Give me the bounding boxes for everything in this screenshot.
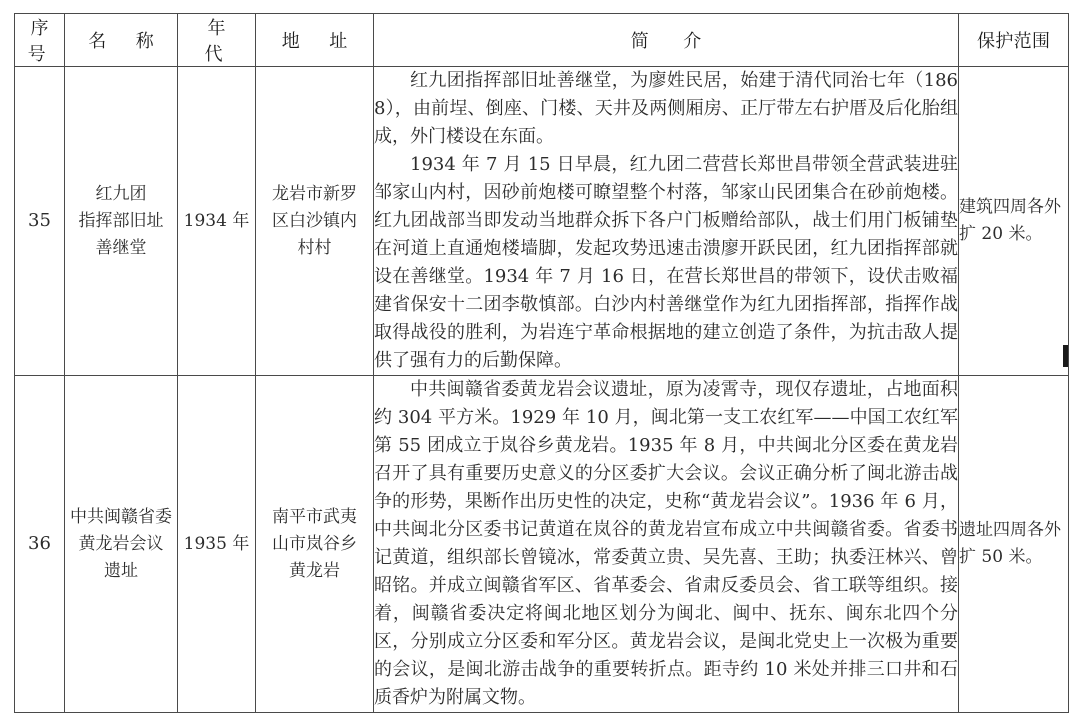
table-row — [15, 67, 1069, 376]
cell-description — [374, 376, 959, 713]
name-line: 中共闽赣省委 — [70, 506, 172, 527]
column-header-scope-label: 保护范围 — [976, 31, 1051, 52]
column-header-name — [65, 14, 178, 67]
address-line: 村村 — [297, 237, 332, 258]
table-header — [15, 14, 1069, 67]
address-line: 黄龙岩 — [289, 560, 340, 581]
column-header-desc — [374, 14, 959, 67]
name-line: 指挥部旧址 — [78, 210, 164, 231]
protection-scope-value: 遗址四周各外扩 50 米。 — [959, 520, 1061, 567]
column-header-addr-label: 地 址 — [281, 31, 354, 52]
era-value: 1935 年 — [183, 533, 250, 554]
cell-seq — [15, 376, 65, 713]
seq-value: 35 — [28, 210, 51, 231]
column-header-desc-label: 简 介 — [630, 31, 710, 52]
heritage-listing-table — [14, 13, 1069, 713]
column-header-name-label: 名 称 — [88, 31, 160, 52]
column-header-scope — [959, 14, 1069, 67]
cell-address — [256, 376, 374, 713]
cell-protection-scope — [959, 376, 1069, 713]
cell-era — [178, 376, 256, 713]
seq-value: 36 — [28, 533, 51, 554]
description-paragraph: 1934 年 7 月 15 日早晨，红九团二营营长郑世昌带领全营武装进驻邹家山内村，因砂前炮楼可瞭望整个村落，邹家山民团集合在砂前炮楼。红九团战部当即发动当地群众拆下各户门板赠给部队，战士们用门板铺垫在河道上直通炮楼墙脚，发起攻势迅速击溃廖开跃民团，红九团指挥部就设在善继堂。1934 年 7 月 16 日，在营长郑世昌的带领下，设伏击败福建省保安十二团李敬慎部。白沙内村善继堂作为红九团指挥部，指挥作战取得战役的胜利，为岩连宁革命根据地的建立创造了条件，为抗击敌人提供了强有力的后勤保障。 — [374, 154, 958, 371]
cell-protection-scope — [959, 67, 1069, 376]
address-line: 龙岩市新罗 — [272, 183, 357, 204]
cell-era — [178, 67, 256, 376]
era-value: 1934 年 — [183, 210, 250, 231]
column-header-seq-label: 序号 — [27, 18, 55, 65]
cell-name — [65, 376, 178, 713]
cell-seq — [15, 67, 65, 376]
name-line: 黄龙岩会议 — [78, 533, 164, 554]
address-line: 南平市武夷 — [272, 506, 357, 527]
description-body — [374, 376, 958, 712]
cell-description — [374, 67, 959, 376]
table-header-row — [15, 14, 1069, 67]
description-body — [374, 67, 958, 375]
column-header-seq — [15, 14, 65, 67]
column-header-era-label: 年 代 — [204, 18, 256, 65]
column-header-era — [178, 14, 256, 67]
name-line: 红九团 — [95, 183, 147, 204]
name-line: 善继堂 — [95, 237, 147, 258]
cell-address — [256, 67, 374, 376]
table-body — [15, 67, 1069, 713]
table-row — [15, 376, 1069, 713]
address-line: 山市岚谷乡 — [272, 533, 357, 554]
cell-name — [65, 67, 178, 376]
description-paragraph: 中共闽赣省委黄龙岩会议遗址，原为凌霄寺，现仅存遗址，占地面积约 304 平方米。1929 年 10 月，闽北第一支工农红军——中国工农红军第 55 团成立于岚谷乡黄龙岩。1935 年 8 月，中共闽北分区委在黄龙岩召开了具有重要历史意义的分区委扩大会议。会议正确分析了闽北游击战争的形势，果断作出历史性的决定，史称“黄龙岩会议”。1936 年 6 月，中共闽北分区委书记黄道在岚谷的黄龙岩宣布成立中共闽赣省委。省委书记黄道，组织部长曾镜冰，常委黄立贵、吴先喜、王助；执委汪林兴、曾昭铭。并成立闽赣省军区、省革委会、省肃反委员会、省工联等组织。接着，闽赣省委决定将闽北地区划分为闽北、闽中、抚东、闽东北四个分区，分别成立分区委和军分区。黄龙岩会议，是闽北党史上一次极为重要的会议，是闽北游击战争的重要转折点。距寺约 10 米处并排三口井和石质香炉为附属文物。 — [374, 379, 958, 708]
description-paragraph: 红九团指挥部旧址善继堂，为廖姓民居，始建于清代同治七年（1868），由前埕、倒座、门楼、天井及两侧厢房、正厅带左右护厝及后化胎组成，外门楼设在东面。 — [374, 70, 958, 147]
protection-scope-value: 建筑四周各外扩 20 米。 — [959, 197, 1061, 244]
name-line: 遗址 — [104, 560, 138, 581]
column-header-addr — [256, 14, 374, 67]
address-line: 区白沙镇内 — [272, 210, 357, 231]
